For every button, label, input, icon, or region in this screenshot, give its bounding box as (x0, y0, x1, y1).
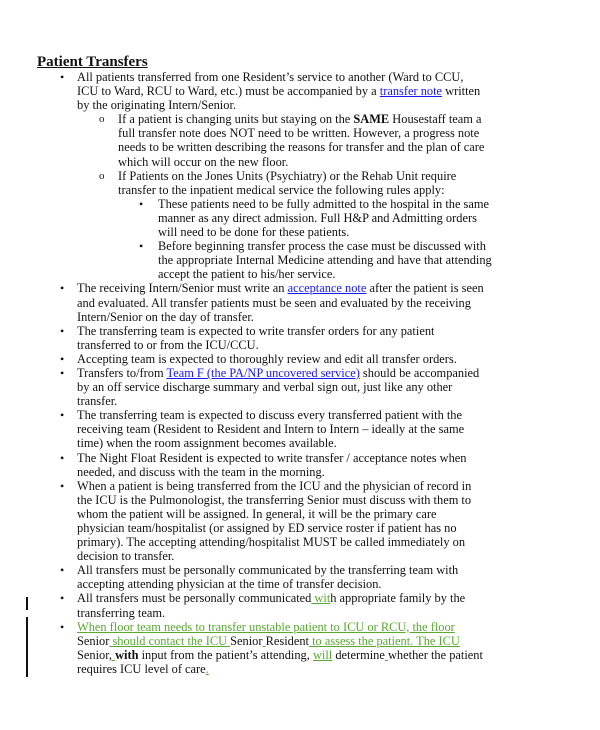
text-run: Senior (77, 647, 109, 662)
text-line (77, 634, 600, 648)
bullet-icon: • (139, 196, 144, 211)
text-run: If Patients on the Jones Units (Psychiatry) or the Rehab Unit require (118, 168, 457, 183)
text-line (77, 493, 600, 507)
text-run: Transfers to/from (77, 365, 167, 380)
text-run: physician team/hospitalist (or assigned by ED service roster if patient has no (77, 521, 457, 535)
text-run: accept the patient to his/her service. (158, 267, 336, 282)
bullet-icon: • (60, 365, 65, 380)
text-line (77, 436, 600, 450)
text-run: All transfers must be personally communicated by the transferring team with (77, 563, 459, 578)
text-run: time) when the room assignment becomes available. (77, 436, 337, 451)
list-item (0, 591, 600, 619)
page-title: Patient Transfers (37, 54, 148, 70)
tracked-change-text: to assess the patient. The ICU (309, 633, 460, 648)
bullet-icon: • (60, 478, 65, 493)
text-line (77, 70, 600, 84)
text-line (77, 620, 600, 634)
text-run: needs to be written describing the reasons for transfer and the plan of care (118, 140, 485, 155)
bullet-icon: • (60, 408, 65, 423)
list-item (0, 352, 600, 366)
text-line (77, 408, 600, 422)
text-run: after the patient is seen (366, 281, 484, 296)
text-run: needed, and discuss with the team in the morning. (77, 464, 325, 479)
text-run: transferring team. (77, 605, 166, 620)
list-item (0, 366, 600, 408)
list-item (0, 620, 600, 676)
list-item (0, 408, 600, 450)
text-run: Resident (265, 633, 309, 648)
bullet-icon: • (60, 351, 65, 366)
text-line (77, 591, 600, 605)
text-run: All transfers must be personally communicated (77, 591, 312, 606)
text-line (77, 451, 600, 465)
bullet-icon: • (60, 70, 65, 84)
text-line (77, 98, 600, 112)
text-line (77, 84, 600, 98)
bullet-icon: • (60, 281, 65, 296)
text-run: ICU to Ward, RCU to Ward, etc.) must be accompanied by a (77, 84, 380, 99)
text-run: input from the patient’s attending, (138, 647, 313, 662)
text-run: should be accompanied (359, 365, 480, 380)
text-line (77, 281, 600, 295)
text-run: the appropriate Internal Medicine attending and have that attending (158, 253, 492, 268)
change-bar (26, 617, 28, 677)
text-run: will need to be done for these patients. (158, 225, 350, 240)
text-line (77, 338, 600, 352)
list-item (0, 197, 600, 239)
bullet-icon: • (60, 563, 65, 578)
text-run: whom the patient will be assigned. In general, it will be the primary care (77, 506, 437, 521)
tracked-change-text: When floor team needs to transfer unstable patient to ICU or RCU, the floor (77, 619, 455, 634)
text-line (77, 310, 600, 324)
text-line (77, 380, 600, 394)
text-run: which will occur on the new floor. (118, 154, 289, 169)
text-run: determine (332, 647, 385, 662)
text-run: Intern/Senior on the day of transfer. (77, 309, 254, 324)
tracked-change-text: . (205, 661, 209, 676)
list-item (0, 169, 600, 197)
text-line (158, 267, 600, 281)
text-line (77, 606, 600, 620)
text-line (77, 535, 600, 549)
text-run: decision to transfer. (77, 549, 175, 564)
text-line (77, 521, 600, 535)
text-run: The transferring team is expected to discuss every transferred patient with the (77, 408, 462, 423)
text-run: written (442, 84, 481, 99)
text-run: transfer. (77, 394, 118, 409)
text-line (158, 239, 600, 253)
text-run: The receiving Intern/Senior must write an (77, 281, 288, 296)
text-line (158, 225, 600, 239)
text-line (77, 662, 600, 676)
list-item (0, 239, 600, 281)
text-run: with (115, 647, 139, 662)
tracked-change-text: will (312, 647, 333, 662)
text-line (77, 648, 600, 662)
text-run: by an off service discharge summary and verbal sign out, just like any other (77, 380, 453, 395)
text-run: transferred to or from the ICU/CCU. (77, 337, 259, 352)
bullet-icon: • (60, 450, 65, 465)
text-line (118, 169, 600, 183)
text-run: Before beginning transfer process the case must be discussed with (158, 239, 486, 254)
text-line (77, 507, 600, 521)
text-run: These patients need to be fully admitted to the hospital in the same (158, 196, 490, 211)
text-line (77, 577, 600, 591)
text-run: receiving team (Resident to Resident and Intern to Intern – ideally at the same (77, 422, 465, 437)
hyperlink[interactable]: acceptance note (287, 281, 367, 296)
circle-bullet-icon: o (99, 113, 105, 126)
text-run: Accepting team is expected to thoroughly review and edit all transfer orders. (77, 351, 457, 366)
text-run: Housestaff team a (389, 112, 482, 127)
text-run: SAME (353, 112, 390, 127)
text-line (118, 140, 600, 154)
text-run: The transferring team is expected to write transfer orders for any patient (77, 323, 435, 338)
text-run: Senior (77, 633, 110, 648)
bullet-icon: • (60, 323, 65, 338)
text-line (118, 183, 600, 197)
text-line (77, 563, 600, 577)
text-run: requires ICU level of care (77, 661, 206, 676)
text-line (77, 324, 600, 338)
text-run: h appropriate family by the (330, 591, 466, 606)
text-run: If a patient is changing units but staying on the (118, 112, 354, 127)
hyperlink[interactable]: transfer note (379, 84, 443, 99)
text-run: All patients transferred from one Resident’s service to another (Ward to CCU, (77, 70, 464, 84)
text-line (77, 549, 600, 563)
text-run: primary). The accepting attending/hospitalist MUST be called immediately on (77, 535, 466, 550)
text-run: Senior (230, 633, 263, 648)
list-item (0, 563, 600, 591)
text-line (77, 394, 600, 408)
list-item (0, 451, 600, 479)
bullet-icon: • (139, 239, 144, 254)
text-run: by the originating Intern/Senior. (77, 98, 236, 113)
text-line (77, 465, 600, 479)
change-bar (26, 597, 28, 610)
text-run: full transfer note does NOT need to be written. However, a progress note (118, 126, 480, 141)
text-run: The Night Float Resident is expected to write transfer / acceptance notes when (77, 450, 467, 465)
text-line (77, 479, 600, 493)
document-body (0, 70, 600, 676)
bullet-icon: • (60, 591, 65, 606)
text-run: manner as any direct admission. Full H&P and Admitting orders (158, 210, 477, 225)
text-line (158, 197, 600, 211)
text-line (77, 296, 600, 310)
circle-bullet-icon: o (99, 169, 105, 182)
text-line (158, 211, 600, 225)
text-line (118, 126, 600, 140)
text-run: and evaluated. All transfer patients must be seen and evaluated by the receiving (77, 295, 471, 310)
text-line (118, 155, 600, 169)
text-run: accepting attending physician at the time of transfer decision. (77, 577, 382, 592)
text-run: whether the patient (387, 647, 483, 662)
bullet-icon: • (60, 619, 65, 634)
list-item (0, 281, 600, 323)
list-item (0, 324, 600, 352)
list-item (0, 70, 600, 112)
list-item (0, 479, 600, 564)
text-line (77, 352, 600, 366)
text-line (158, 253, 600, 267)
text-line (118, 112, 600, 126)
text-run: When a patient is being transferred from the ICU and the physician of record in (77, 478, 472, 493)
text-line (77, 422, 600, 436)
text-run: the ICU is the Pulmonologist, the transferring Senior must discuss with them to (77, 492, 472, 507)
list-item (0, 112, 600, 168)
tracked-change-text: wit (311, 591, 331, 606)
text-line (77, 366, 600, 380)
hyperlink[interactable]: Team F (the PA/NP uncovered service) (166, 365, 360, 380)
text-run: transfer to the inpatient medical service the following rules apply: (118, 182, 445, 197)
tracked-change-text: should contact the ICU (109, 633, 231, 648)
tracked-change-text: , (108, 647, 116, 662)
